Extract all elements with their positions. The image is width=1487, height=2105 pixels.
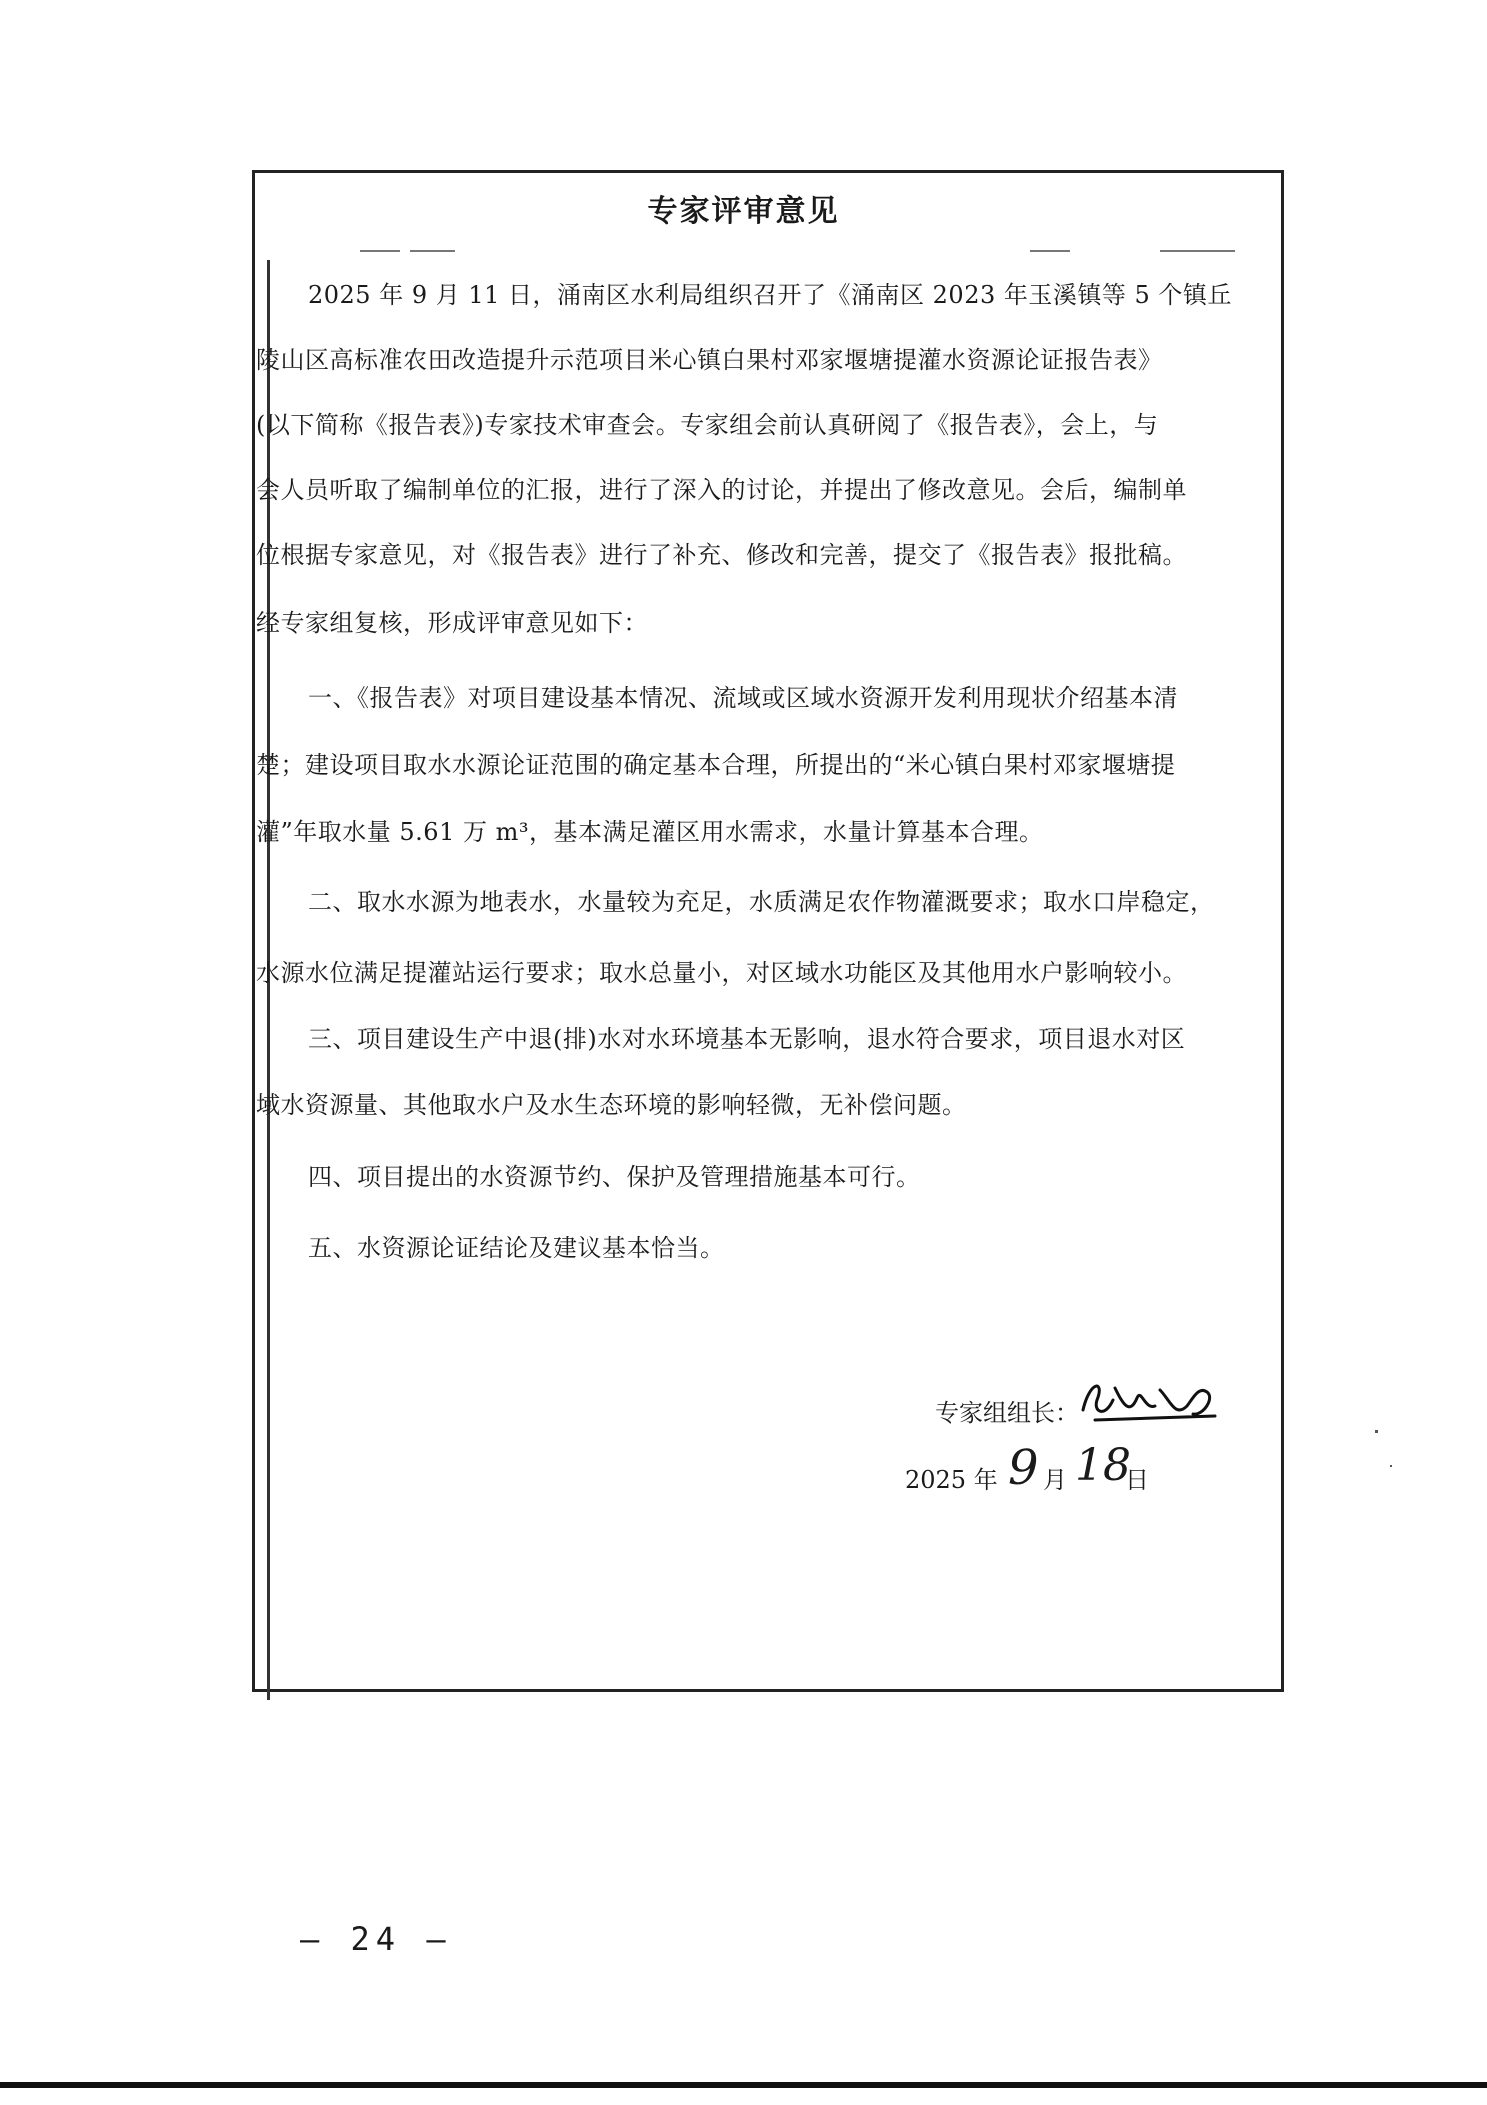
paragraph-line-2: 陵山区高标准农田改造提升示范项目米心镇白果村邓家堰塘提灌水资源论证报告表》 xyxy=(256,346,1163,374)
signature-label: 专家组组长： xyxy=(935,1399,1079,1427)
paragraph-line-4: 会人员听取了编制单位的汇报，进行了深入的讨论，并提出了修改意见。会后，编制单 xyxy=(256,476,1187,504)
item-2-line-2: 水源水位满足提灌站运行要求；取水总量小，对区域水功能区及其他用水户影响较小。 xyxy=(256,959,1187,987)
divider-dash xyxy=(1030,250,1070,252)
item-1-line-1: 一、《报告表》对项目建设基本情况、流域或区域水资源开发利用现状介绍基本清 xyxy=(308,684,1178,712)
signature-handwriting xyxy=(1075,1370,1225,1430)
scan-speck xyxy=(1375,1430,1378,1433)
date-year: 2025 年 xyxy=(905,1466,998,1494)
date-month-handwritten: 9 xyxy=(1008,1440,1039,1496)
item-5-line: 五、水资源论证结论及建议基本恰当。 xyxy=(308,1234,725,1262)
paragraph-line-3: (以下简称《报告表》)专家技术审查会。专家组会前认真研阅了《报告表》，会上，与 xyxy=(256,411,1159,439)
scan-speck xyxy=(1390,1465,1392,1467)
item-3-line-2: 域水资源量、其他取水户及水生态环境的影响轻微，无补偿问题。 xyxy=(256,1091,967,1119)
date-day-handwritten: 18 xyxy=(1075,1440,1131,1491)
paragraph-line-1: 2025 年 9 月 11 日，涌南区水利局组织召开了《涌南区 2023 年玉溪镇等 5 个镇丘 xyxy=(308,281,1232,309)
item-3-line-1: 三、项目建设生产中退(排)水对水环境基本无影响，退水符合要求，项目退水对区 xyxy=(308,1025,1186,1053)
date-day-unit: 日 xyxy=(1125,1466,1149,1494)
scan-bottom-edge xyxy=(0,2082,1487,2088)
divider-dash xyxy=(410,250,455,252)
document-title: 专家评审意见 xyxy=(647,194,840,229)
divider-dash xyxy=(1160,250,1235,252)
item-4-line: 四、项目提出的水资源节约、保护及管理措施基本可行。 xyxy=(308,1163,921,1191)
date-month-unit: 月 xyxy=(1043,1466,1067,1494)
item-1-line-3: 灌”年取水量 5.61 万 m³，基本满足灌区用水需求，水量计算基本合理。 xyxy=(256,818,1044,846)
divider-dash xyxy=(360,250,400,252)
page-number: — 24 — xyxy=(300,1920,452,1958)
item-2-line-1: 二、取水水源为地表水，水量较为充足，水质满足农作物灌溉要求；取水口岸稳定， xyxy=(308,888,1215,916)
paragraph-line-6: 经专家组复核，形成评审意见如下： xyxy=(256,609,648,637)
item-1-line-2: 楚；建设项目取水水源论证范围的确定基本合理，所提出的“米心镇白果村邓家堰塘提 xyxy=(256,751,1176,779)
paragraph-line-5: 位根据专家意见，对《报告表》进行了补充、修改和完善，提交了《报告表》报批稿。 xyxy=(256,541,1187,569)
